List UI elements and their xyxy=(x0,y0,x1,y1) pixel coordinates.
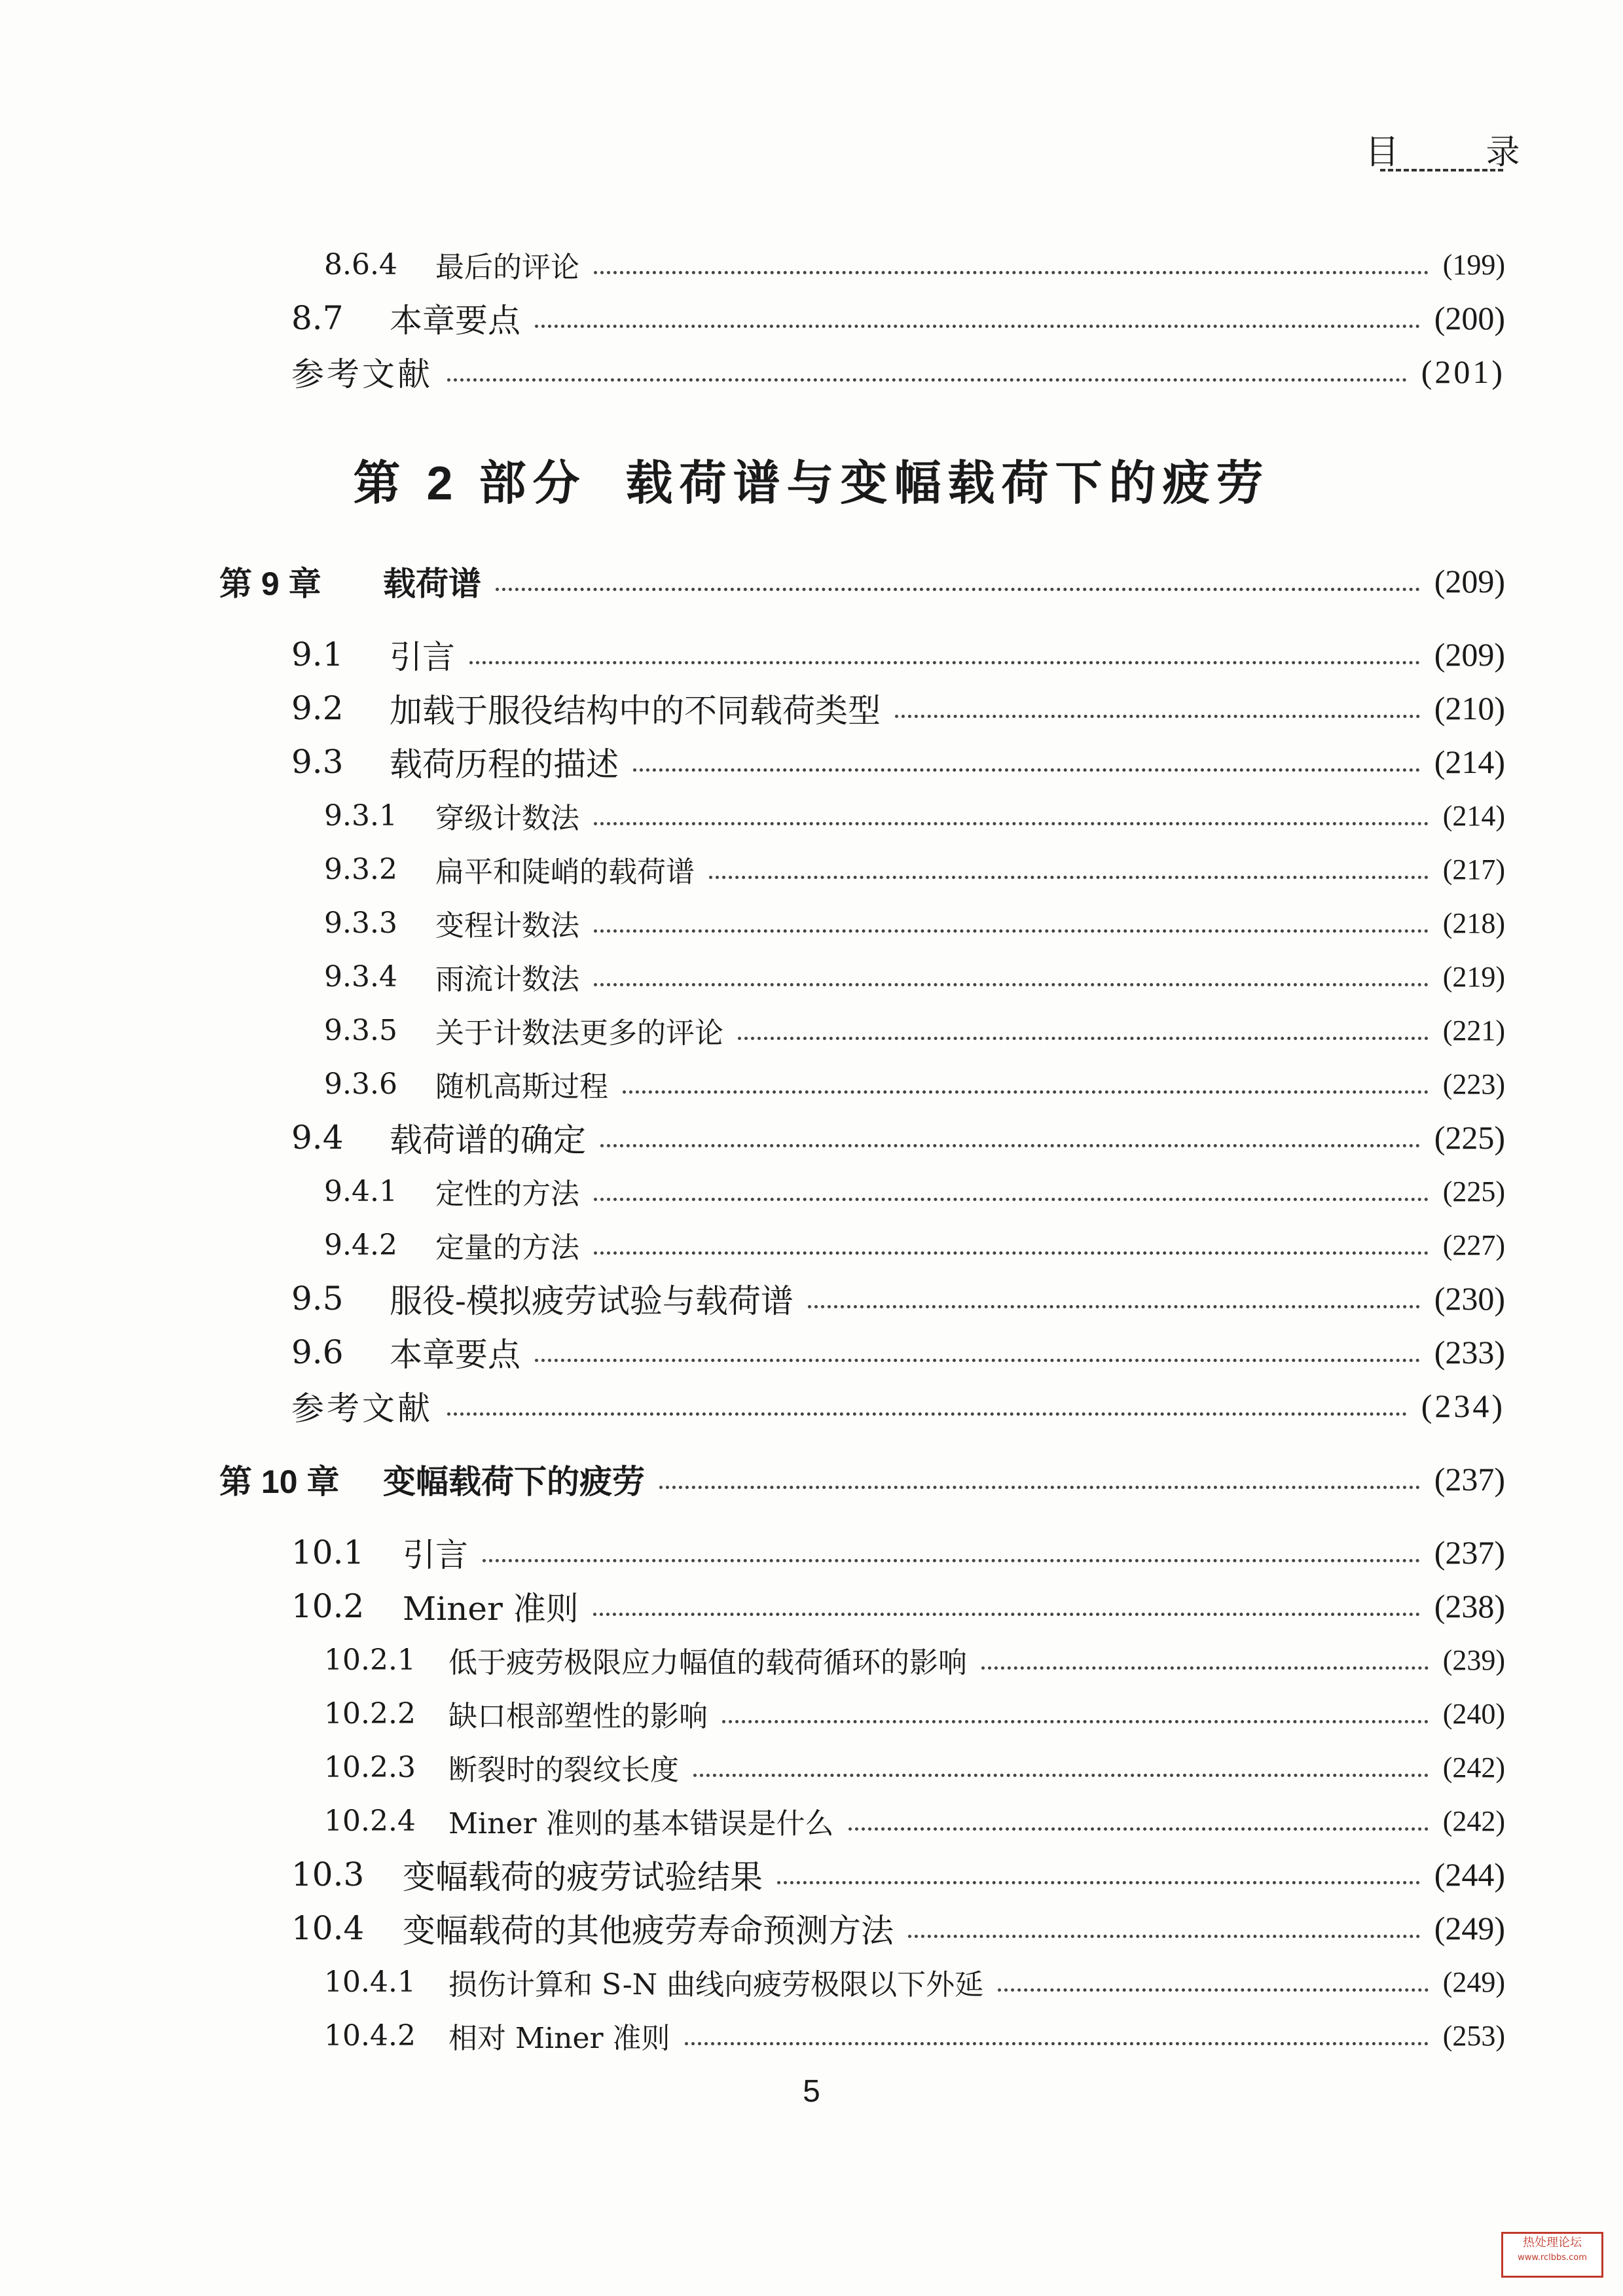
leader-dots xyxy=(469,661,1420,664)
leader-dots xyxy=(908,1935,1420,1938)
part-title: 载荷谱与变幅载荷下的疲劳 xyxy=(625,457,1270,510)
toc-page: (225) xyxy=(1442,1175,1505,1208)
toc-entry xyxy=(324,2008,1505,2063)
toc-title: 变程计数法 xyxy=(435,909,579,942)
toc-number: 第 9 章 xyxy=(219,565,321,602)
leader-dots xyxy=(496,588,1420,591)
toc-title: 定量的方法 xyxy=(435,1231,579,1265)
toc-number: 9.3.6 xyxy=(324,1067,397,1101)
toc-entry xyxy=(291,1901,1505,1956)
toc-page: (233) xyxy=(1434,1334,1505,1371)
toc-title: 变幅载荷下的疲劳 xyxy=(383,1463,645,1500)
leader-dots xyxy=(623,1090,1429,1094)
toc-number: 10.4.2 xyxy=(324,2018,416,2053)
watermark-url: www.rclbbs.com xyxy=(1518,2253,1587,2263)
toc-page: (238) xyxy=(1434,1588,1505,1624)
toc-title: 变幅载荷的疲劳试验结果 xyxy=(403,1858,763,1896)
toc-title: 缺口根部塑性的影响 xyxy=(448,1700,708,1733)
toc-title: 定性的方法 xyxy=(435,1177,579,1211)
toc-number: 9.3 xyxy=(291,743,344,781)
toc-page: (239) xyxy=(1442,1643,1505,1676)
toc-title: 引言 xyxy=(390,638,455,676)
toc-entry xyxy=(324,895,1505,950)
toc-number: 9.3.3 xyxy=(324,906,397,940)
leader-dots xyxy=(693,1774,1429,1777)
toc-number: 10.2.3 xyxy=(324,1750,416,1784)
toc-title: 变幅载荷的其他疲劳寿命预测方法 xyxy=(403,1912,894,1950)
leader-dots xyxy=(738,1037,1429,1040)
leader-dots xyxy=(594,983,1429,986)
toc-entry xyxy=(291,1378,1505,1433)
toc-number: 第 10 章 xyxy=(219,1463,340,1500)
toc-page: (217) xyxy=(1442,853,1505,886)
toc-title: 引言 xyxy=(403,1536,468,1574)
toc-entry xyxy=(291,627,1505,682)
header-rule xyxy=(1380,169,1503,171)
toc-number: 10.2 xyxy=(291,1587,365,1625)
toc-page: (227) xyxy=(1442,1229,1505,1261)
toc-number: 9.3.5 xyxy=(324,1013,397,1047)
toc-page: (249) xyxy=(1442,1965,1505,1998)
toc-title: 参考文献 xyxy=(291,1390,433,1427)
toc-title: Miner 准则 xyxy=(403,1590,579,1628)
leader-dots xyxy=(998,1988,1429,1992)
toc-page: (199) xyxy=(1442,248,1505,281)
leader-dots xyxy=(447,378,1407,382)
toc-number: 10.2.4 xyxy=(324,1804,416,1838)
toc-page: (234) xyxy=(1421,1388,1505,1424)
toc-entry xyxy=(291,1847,1505,1902)
toc-title: 相对 Miner 准则 xyxy=(448,2022,670,2055)
leader-dots xyxy=(594,1198,1429,1201)
toc-title: 随机高斯过程 xyxy=(435,1070,608,1103)
toc-number: 9.6 xyxy=(291,1333,344,1371)
toc-number: 9.4 xyxy=(291,1119,344,1157)
toc-entry xyxy=(324,1164,1505,1219)
toc-number: 8.7 xyxy=(291,299,344,337)
toc-number: 9.3.2 xyxy=(324,852,397,886)
toc-number: 10.2.1 xyxy=(324,1643,416,1677)
toc-entry xyxy=(324,788,1505,843)
leader-dots xyxy=(594,822,1429,825)
toc-title: 关于计数法更多的评论 xyxy=(435,1016,723,1050)
leader-dots xyxy=(685,2042,1429,2045)
toc-entry xyxy=(324,842,1505,897)
toc-entry xyxy=(324,1740,1505,1795)
toc-page: (221) xyxy=(1442,1014,1505,1047)
toc-entry xyxy=(324,1056,1505,1111)
watermark-text: 热处理论坛 xyxy=(1523,2236,1582,2250)
toc-title: Miner 准则的基本错误是什么 xyxy=(448,1807,834,1840)
leader-dots xyxy=(981,1666,1429,1670)
toc-title: 载荷谱 xyxy=(383,565,481,602)
leader-dots xyxy=(722,1720,1429,1723)
toc-number: 9.3.1 xyxy=(324,798,397,833)
leader-dots xyxy=(483,1559,1420,1562)
toc-entry xyxy=(324,1793,1505,1848)
leader-dots xyxy=(447,1412,1407,1416)
toc-entry xyxy=(324,1632,1505,1687)
toc-page: (225) xyxy=(1434,1119,1505,1156)
toc-page: (214) xyxy=(1434,744,1505,780)
toc-page: (209) xyxy=(1434,563,1505,600)
toc-number: 10.1 xyxy=(291,1534,365,1571)
toc-number: 10.4 xyxy=(291,1909,365,1947)
toc-title: 参考文献 xyxy=(291,355,433,393)
running-header: 目 录 xyxy=(1365,133,1558,172)
toc-number: 9.4.2 xyxy=(324,1228,397,1262)
toc-number: 8.6.4 xyxy=(324,247,397,281)
toc-title: 穿级计数法 xyxy=(435,802,579,835)
leader-dots xyxy=(808,1305,1420,1308)
toc-page: (237) xyxy=(1434,1461,1505,1498)
toc-number: 9.2 xyxy=(291,689,344,727)
leader-dots xyxy=(535,325,1420,328)
leader-dots xyxy=(593,1613,1420,1616)
toc-chapter xyxy=(219,1452,1505,1507)
toc-title: 扁平和陡峭的载荷谱 xyxy=(435,855,695,889)
toc-entry xyxy=(324,1686,1505,1741)
toc-entry xyxy=(291,1525,1505,1580)
toc-page: (214) xyxy=(1442,799,1505,832)
page-number: 5 xyxy=(803,2074,820,2109)
toc-number: 10.2.2 xyxy=(324,1696,416,1731)
leader-dots xyxy=(633,768,1420,772)
toc-page: (219) xyxy=(1442,960,1505,993)
toc-title: 本章要点 xyxy=(390,302,520,340)
leader-dots xyxy=(709,876,1429,879)
toc-page: (218) xyxy=(1442,906,1505,939)
toc-page: (201) xyxy=(1421,353,1505,390)
toc-title: 载荷历程的描述 xyxy=(390,745,619,783)
toc-page: (200) xyxy=(1434,300,1505,336)
toc-title: 加载于服役结构中的不同载荷类型 xyxy=(390,692,881,730)
toc-entry xyxy=(291,681,1505,736)
toc-page: (230) xyxy=(1434,1280,1505,1317)
toc-entry xyxy=(291,1579,1505,1634)
forum-watermark-stamp xyxy=(1501,2232,1603,2278)
leader-dots xyxy=(777,1881,1420,1884)
toc-page: (209) xyxy=(1434,636,1505,673)
toc-page: (237) xyxy=(1434,1534,1505,1571)
toc-title: 最后的评论 xyxy=(435,251,579,284)
toc-entry xyxy=(291,734,1505,789)
toc-entry xyxy=(291,1271,1505,1326)
leader-dots xyxy=(600,1144,1420,1147)
toc-title: 本章要点 xyxy=(390,1336,520,1374)
toc-number: 9.3.4 xyxy=(324,960,397,994)
toc-title: 低于疲劳极限应力幅值的载荷循环的影响 xyxy=(448,1646,967,1679)
toc-page: (249) xyxy=(1434,1910,1505,1946)
toc-entry xyxy=(324,1003,1505,1058)
leader-dots xyxy=(535,1359,1420,1362)
toc-entry xyxy=(324,1217,1505,1272)
toc-page: (244) xyxy=(1434,1856,1505,1893)
toc-entry xyxy=(324,949,1505,1004)
toc-title: 断裂时的裂纹长度 xyxy=(448,1753,679,1787)
toc-number: 9.4.1 xyxy=(324,1174,397,1208)
leader-dots xyxy=(594,1251,1429,1255)
toc-entry xyxy=(324,1954,1505,2009)
leader-dots xyxy=(594,929,1429,933)
toc-title: 服役-模拟疲劳试验与载荷谱 xyxy=(390,1282,793,1320)
toc-page: (240) xyxy=(1442,1697,1505,1730)
toc-number: 10.3 xyxy=(291,1856,365,1893)
toc-title: 雨流计数法 xyxy=(435,963,579,996)
toc-entry xyxy=(291,344,1505,399)
toc-entry xyxy=(324,237,1505,292)
toc-number: 9.1 xyxy=(291,636,344,673)
toc-page: (242) xyxy=(1442,1804,1505,1837)
toc-entry xyxy=(291,1110,1505,1165)
toc-number: 9.5 xyxy=(291,1280,344,1318)
toc-chapter xyxy=(219,554,1505,609)
leader-dots xyxy=(659,1486,1420,1489)
toc-page: (210) xyxy=(1434,690,1505,726)
toc-entry xyxy=(291,1325,1505,1380)
leader-dots xyxy=(848,1827,1429,1831)
toc-title: 载荷谱的确定 xyxy=(390,1121,586,1159)
toc-page: (223) xyxy=(1442,1067,1505,1100)
leader-dots xyxy=(895,715,1420,718)
toc-number: 10.4.1 xyxy=(324,1965,416,1999)
leader-dots xyxy=(594,271,1429,274)
toc-entry xyxy=(291,291,1505,346)
toc-page: (242) xyxy=(1442,1751,1505,1784)
toc-title: 损伤计算和 S-N 曲线向疲劳极限以下外延 xyxy=(448,1968,984,2001)
part-label: 第 2 部分 xyxy=(353,457,587,510)
part-heading xyxy=(0,445,1623,513)
toc-page: (253) xyxy=(1442,2019,1505,2052)
